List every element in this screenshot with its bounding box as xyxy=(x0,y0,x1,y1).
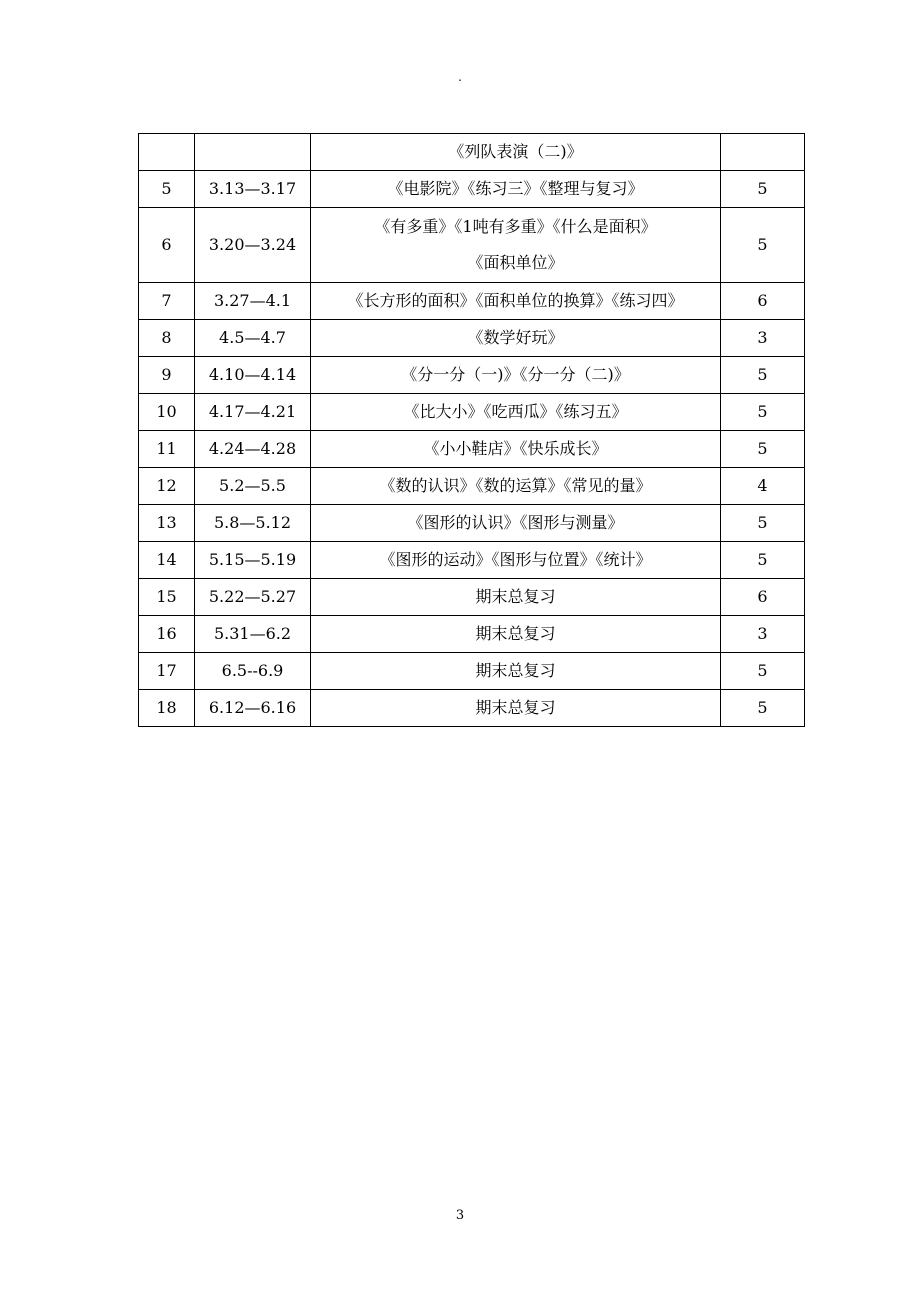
week-cell xyxy=(139,134,195,171)
hours-cell: 5 xyxy=(721,690,805,727)
table-row xyxy=(139,616,805,653)
week-cell: 10 xyxy=(139,394,195,431)
lesson-content-cell xyxy=(311,653,721,690)
date-range-cell: 6.12—6.16 xyxy=(195,690,311,727)
lesson-content-line: 《数的认识》《数的运算》《常见的量》 xyxy=(379,476,652,495)
lesson-content-cell xyxy=(311,394,721,431)
lesson-content-cell xyxy=(311,542,721,579)
hours-cell: 6 xyxy=(721,283,805,320)
hours-cell: 5 xyxy=(721,208,805,283)
week-cell: 14 xyxy=(139,542,195,579)
table-row xyxy=(139,134,805,171)
hours-cell: 5 xyxy=(721,171,805,208)
lesson-content-line: 《列队表演（二)》 xyxy=(448,142,583,161)
table-row xyxy=(139,283,805,320)
hours-cell: 5 xyxy=(721,505,805,542)
lesson-content-cell xyxy=(311,468,721,505)
date-range-cell: 5.31—6.2 xyxy=(195,616,311,653)
week-cell: 13 xyxy=(139,505,195,542)
hours-cell: 5 xyxy=(721,431,805,468)
lesson-content-line: 《分一分（一)》《分一分（二)》 xyxy=(401,365,630,384)
lesson-content-cell xyxy=(311,283,721,320)
date-range-cell: 3.20—3.24 xyxy=(195,208,311,283)
date-range-cell: 4.24—4.28 xyxy=(195,431,311,468)
table-row xyxy=(139,394,805,431)
table-row xyxy=(139,468,805,505)
lesson-content-line: 《面积单位》 xyxy=(467,253,564,272)
lesson-content-line: 《图形的认识》《图形与测量》 xyxy=(407,513,624,532)
lesson-content-cell xyxy=(311,690,721,727)
hours-cell: 5 xyxy=(721,542,805,579)
lesson-content-line: 《长方形的面积》《面积单位的换算》《练习四》 xyxy=(347,291,684,310)
date-range-cell: 4.17—4.21 xyxy=(195,394,311,431)
date-range-cell: 5.8—5.12 xyxy=(195,505,311,542)
week-cell: 17 xyxy=(139,653,195,690)
table-row xyxy=(139,653,805,690)
lesson-content-cell xyxy=(311,431,721,468)
date-range-cell: 4.5—4.7 xyxy=(195,320,311,357)
date-range-cell: 5.22—5.27 xyxy=(195,579,311,616)
lesson-content-line: 《图形的运动》《图形与位置》《统计》 xyxy=(379,550,652,569)
date-range-cell: 5.2—5.5 xyxy=(195,468,311,505)
table-row xyxy=(139,579,805,616)
schedule-table xyxy=(138,133,805,727)
lesson-content-cell xyxy=(311,505,721,542)
week-cell: 12 xyxy=(139,468,195,505)
week-cell: 5 xyxy=(139,171,195,208)
lesson-content-cell xyxy=(311,320,721,357)
lesson-content-line: 期末总复习 xyxy=(475,698,556,717)
table-row xyxy=(139,431,805,468)
week-cell: 9 xyxy=(139,357,195,394)
table-row xyxy=(139,208,805,283)
week-cell: 8 xyxy=(139,320,195,357)
table-row xyxy=(139,690,805,727)
week-cell: 11 xyxy=(139,431,195,468)
lesson-content-line: 《小小鞋店》《快乐成长》 xyxy=(423,439,608,458)
hours-cell: 3 xyxy=(721,616,805,653)
hours-cell: 5 xyxy=(721,357,805,394)
table-row xyxy=(139,505,805,542)
hours-cell: 3 xyxy=(721,320,805,357)
lesson-content-cell xyxy=(311,579,721,616)
date-range-cell xyxy=(195,134,311,171)
date-range-cell: 5.15—5.19 xyxy=(195,542,311,579)
date-range-cell: 4.10—4.14 xyxy=(195,357,311,394)
lesson-content-line: 《数学好玩》 xyxy=(467,328,564,347)
lesson-content-line: 期末总复习 xyxy=(475,661,556,680)
week-cell: 15 xyxy=(139,579,195,616)
hours-cell: 5 xyxy=(721,653,805,690)
lesson-content-line: 《有多重》《1吨有多重》《什么是面积》 xyxy=(374,217,657,236)
hours-cell: 4 xyxy=(721,468,805,505)
table-row xyxy=(139,171,805,208)
hours-cell xyxy=(721,134,805,171)
date-range-cell: 6.5--6.9 xyxy=(195,653,311,690)
page-number: 3 xyxy=(455,1208,465,1223)
lesson-content-cell xyxy=(311,208,721,283)
date-range-cell: 3.27—4.1 xyxy=(195,283,311,320)
lesson-content-line: 期末总复习 xyxy=(475,624,556,643)
table-row xyxy=(139,357,805,394)
lesson-content-cell xyxy=(311,616,721,653)
week-cell: 6 xyxy=(139,208,195,283)
lesson-content-line: 《电影院》《练习三》《整理与复习》 xyxy=(387,179,644,198)
table-row xyxy=(139,542,805,579)
lesson-content-cell xyxy=(311,171,721,208)
hours-cell: 6 xyxy=(721,579,805,616)
lesson-content-cell xyxy=(311,134,721,171)
lesson-content-cell xyxy=(311,357,721,394)
week-cell: 7 xyxy=(139,283,195,320)
table-row xyxy=(139,320,805,357)
week-cell: 18 xyxy=(139,690,195,727)
date-range-cell: 3.13—3.17 xyxy=(195,171,311,208)
hours-cell: 5 xyxy=(721,394,805,431)
schedule-body xyxy=(139,134,805,727)
lesson-content-line: 《比大小》《吃西瓜》《练习五》 xyxy=(403,402,628,421)
header-mark: . xyxy=(458,70,462,84)
lesson-content-line: 期末总复习 xyxy=(475,587,556,606)
week-cell: 16 xyxy=(139,616,195,653)
